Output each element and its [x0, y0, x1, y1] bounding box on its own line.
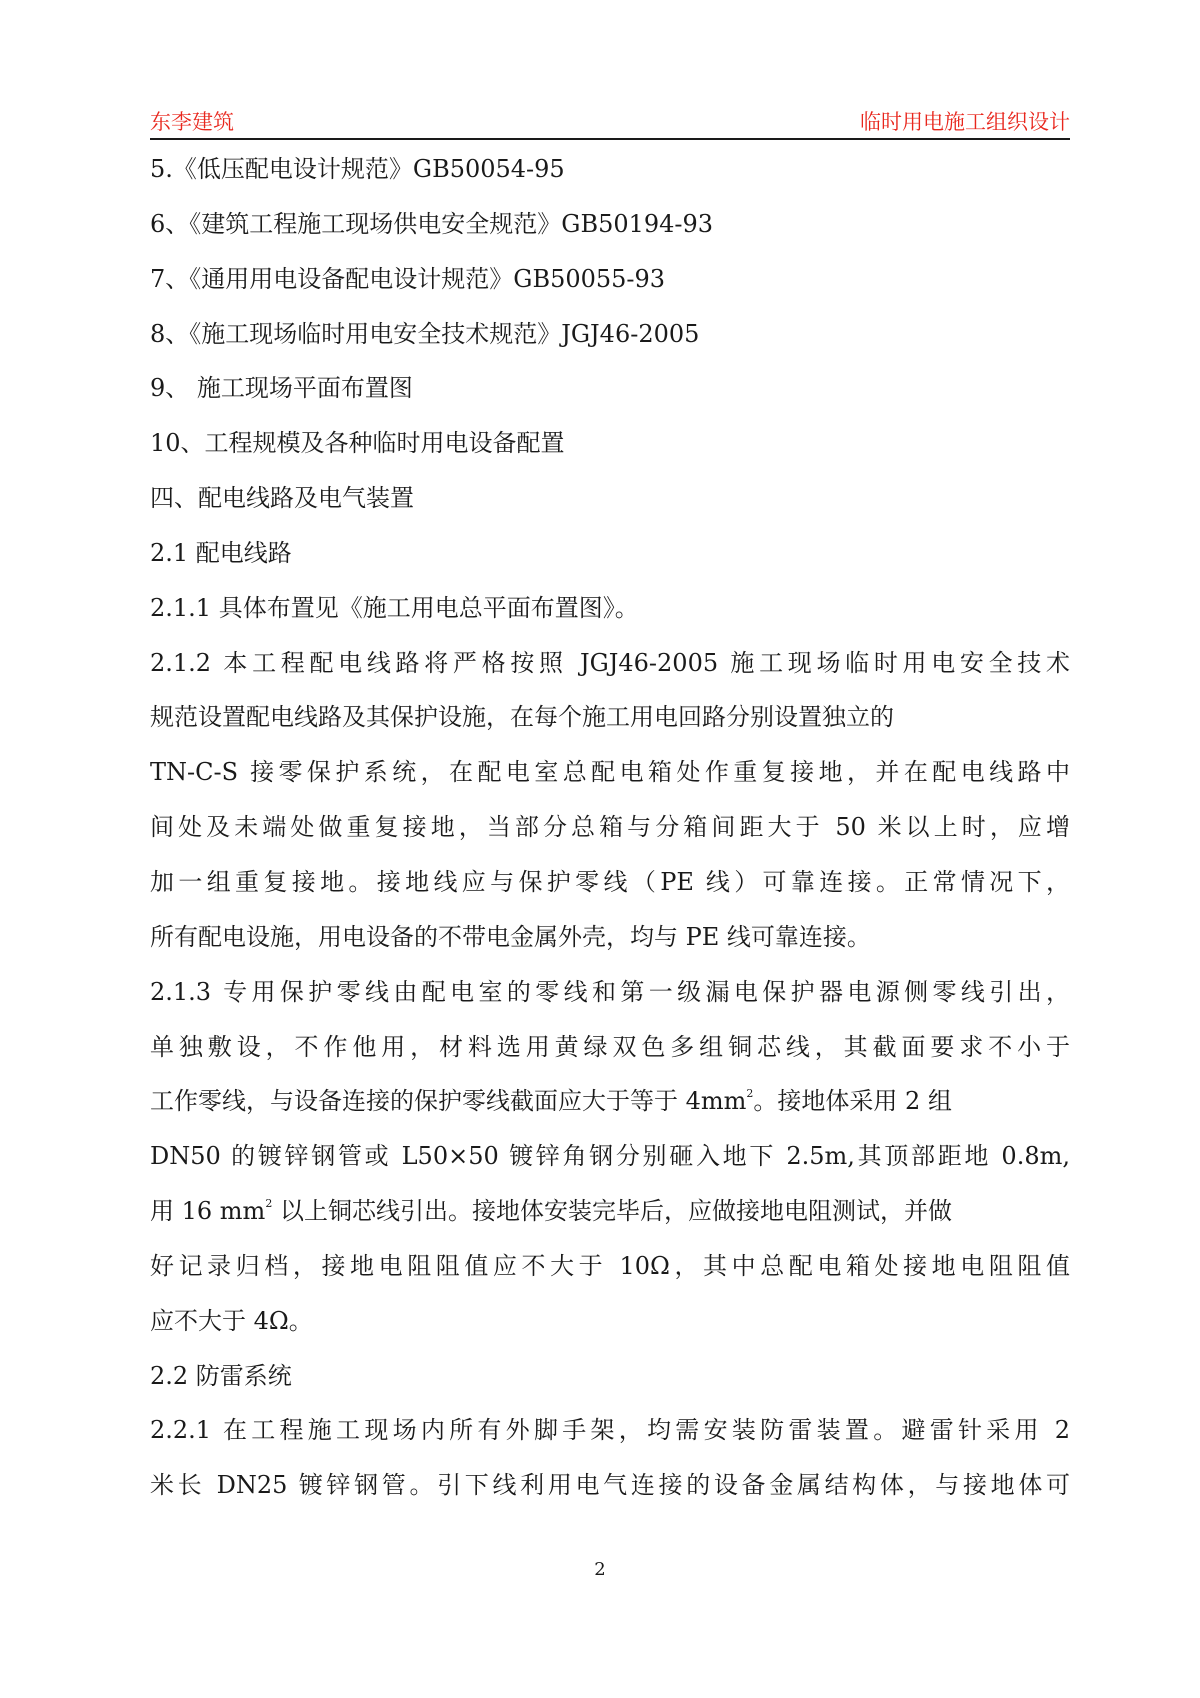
paragraph-line: 间处及未端处做重复接地，当部分总箱与分箱间距大于 50 米以上时，应增 [150, 813, 1070, 842]
body-line: 7、《通用用电设备配电设计规范》GB50055-93 [150, 264, 666, 293]
paragraph-line: 2.2.1 在工程施工现场内所有外脚手架，均需安装防雷装置。避雷针采用 2 [150, 1416, 1070, 1445]
paragraph-line: 米长 DN25 镀锌钢管。引下线利用电气连接的设备金属结构体，与接地体可 [150, 1471, 1070, 1500]
paragraph-line: 2.1.2 本工程配电线路将严格按照 JGJ46-2005 施工现场临时用电安全技术 [150, 648, 1070, 677]
paragraph-line: 应不大于 4Ω。 [150, 1306, 313, 1335]
superscript: 2 [746, 1087, 754, 1101]
paragraph-line: 好记录归档，接地电阻阻值应不大于 10Ω，其中总配电箱处接地电阻阻值 [150, 1251, 1070, 1280]
paragraph-line: TN-C-S 接零保护系统，在配电室总配电箱处作重复接地，并在配电线路中 [150, 758, 1070, 787]
body-line: 5.《低压配电设计规范》GB50054-95 [150, 155, 565, 183]
page-number: 2 [594, 1559, 606, 1580]
paragraph-line: 规范设置配电线路及其保护设施，在每个施工用电回路分别设置独立的 [150, 703, 894, 732]
header-rule [150, 138, 1070, 140]
body-line: 9、 施工现场平面布置图 [150, 374, 413, 403]
subsection-heading: 2.2 防雷系统 [150, 1361, 292, 1390]
section-heading: 四、配电线路及电气装置 [150, 484, 414, 513]
body-line: 10、工程规模及各种临时用电设备配置 [150, 429, 565, 458]
body-line: 8、《施工现场临时用电安全技术规范》JGJ46-2005 [150, 319, 700, 348]
line-text: 用 16 mm [150, 1197, 266, 1226]
paragraph-line [150, 1184, 1070, 1239]
paragraph-line: DN50 的镀锌钢管或 L50×50 镀锌角钢分别砸入地下 2.5m,其顶部距地 0.8m, [150, 1142, 1070, 1171]
line-text: 以上铜芯线引出。接地体安装完毕后，应做接地电阻测试，并做 [272, 1197, 952, 1226]
body-line: 6、《建筑工程施工现场供电安全规范》GB50194-93 [150, 209, 714, 238]
document-body [150, 142, 1070, 1513]
subsection-heading: 2.1 配电线路 [150, 538, 292, 567]
paragraph-line [150, 1074, 1070, 1129]
page-header [150, 108, 1070, 138]
paragraph-line: 单独敷设，不作他用，材料选用黄绿双色多组铜芯线，其截面要求不小于 [150, 1032, 1070, 1061]
body-line: 2.1.1 具体布置见《施工用电总平面布置图》。 [150, 593, 639, 622]
line-text: 。接地体采用 2 组 [753, 1087, 952, 1116]
paragraph-line: 2.1.3 专用保护零线由配电室的零线和第一级漏电保护器电源侧零线引出， [150, 977, 1070, 1006]
paragraph-line: 加一组重复接地。接地线应与保护零线（PE 线）可靠连接。正常情况下， [150, 867, 1070, 896]
header-company: 东李建筑 [150, 110, 234, 134]
line-text: 工作零线，与设备连接的保护零线截面应大于等于 4mm [150, 1087, 747, 1116]
paragraph-line: 所有配电设施，用电设备的不带电金属外壳，均与 PE 线可靠连接。 [150, 922, 871, 951]
superscript: 2 [265, 1197, 273, 1211]
header-document-title: 临时用电施工组织设计 [860, 110, 1070, 134]
